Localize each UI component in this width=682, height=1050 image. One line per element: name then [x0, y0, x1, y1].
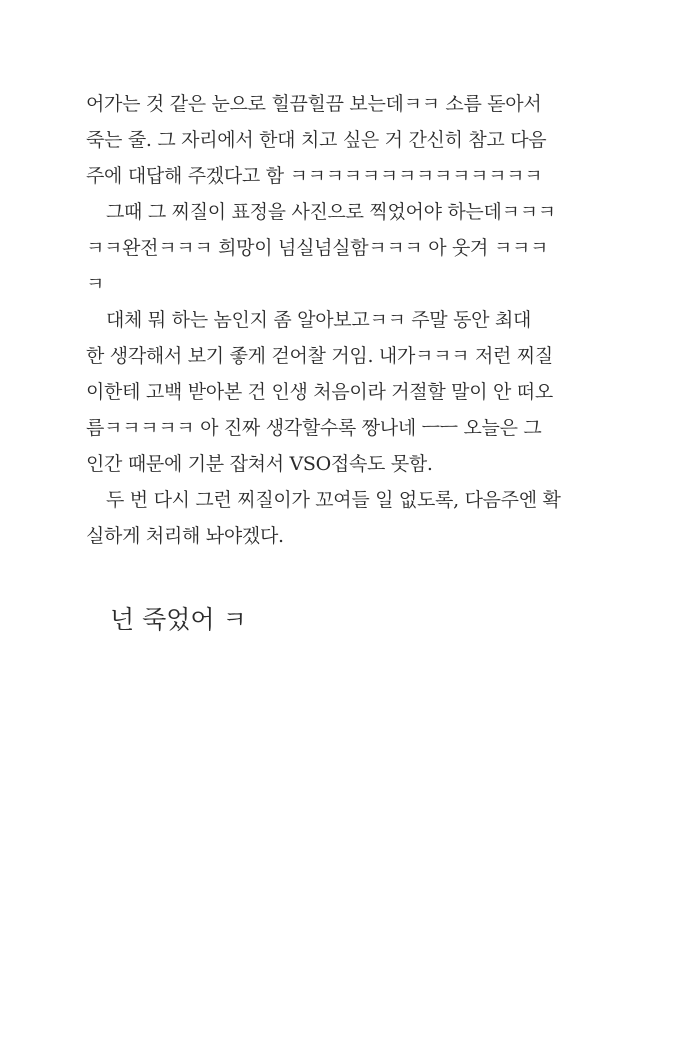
text-line: 인간 때문에 기분 잡쳐서 VSO접속도 못함.: [86, 453, 433, 475]
closing-line: 넌 죽었어 ㅋ: [110, 605, 247, 634]
text-line: 두 번 다시 그런 찌질이가 꼬여들 일 없도록, 다음주엔 확: [106, 489, 561, 511]
text-line: 이한테 고백 받아본 건 인생 처음이라 거절할 말이 안 떠오: [86, 381, 553, 403]
text-line: 한 생각해서 보기 좋게 걷어찰 거임. 내가ㅋㅋㅋ 저런 찌질: [86, 345, 553, 367]
text-line: 그때 그 찌질이 표정을 사진으로 찍었어야 하는데ㅋㅋㅋ: [106, 201, 556, 223]
text-line: 주에 대답해 주겠다고 함 ㅋㅋㅋㅋㅋㅋㅋㅋㅋㅋㅋㅋㅋㅋ: [86, 165, 543, 187]
text-line: ㅋ: [86, 273, 105, 295]
text-line: 실하게 처리해 놔야겠다.: [86, 525, 284, 547]
text-line: 죽는 줄. 그 자리에서 한대 치고 싶은 거 간신히 참고 다음: [86, 129, 547, 151]
body-text: [86, 86, 606, 554]
text-line: 어가는 것 같은 눈으로 힐끔힐끔 보는데ㅋㅋ 소름 돋아서: [86, 93, 542, 115]
text-line: 름ㅋㅋㅋㅋㅋ 아 진짜 생각할수록 짱나네 ㅡㅡ 오늘은 그: [86, 417, 542, 439]
text-line: 대체 뭐 하는 놈인지 좀 알아보고ㅋㅋ 주말 동안 최대: [106, 309, 532, 331]
text-line: ㅋㅋ완전ㅋㅋㅋ 희망이 넘실넘실함ㅋㅋㅋ 아 웃겨 ㅋㅋㅋ: [86, 237, 548, 259]
